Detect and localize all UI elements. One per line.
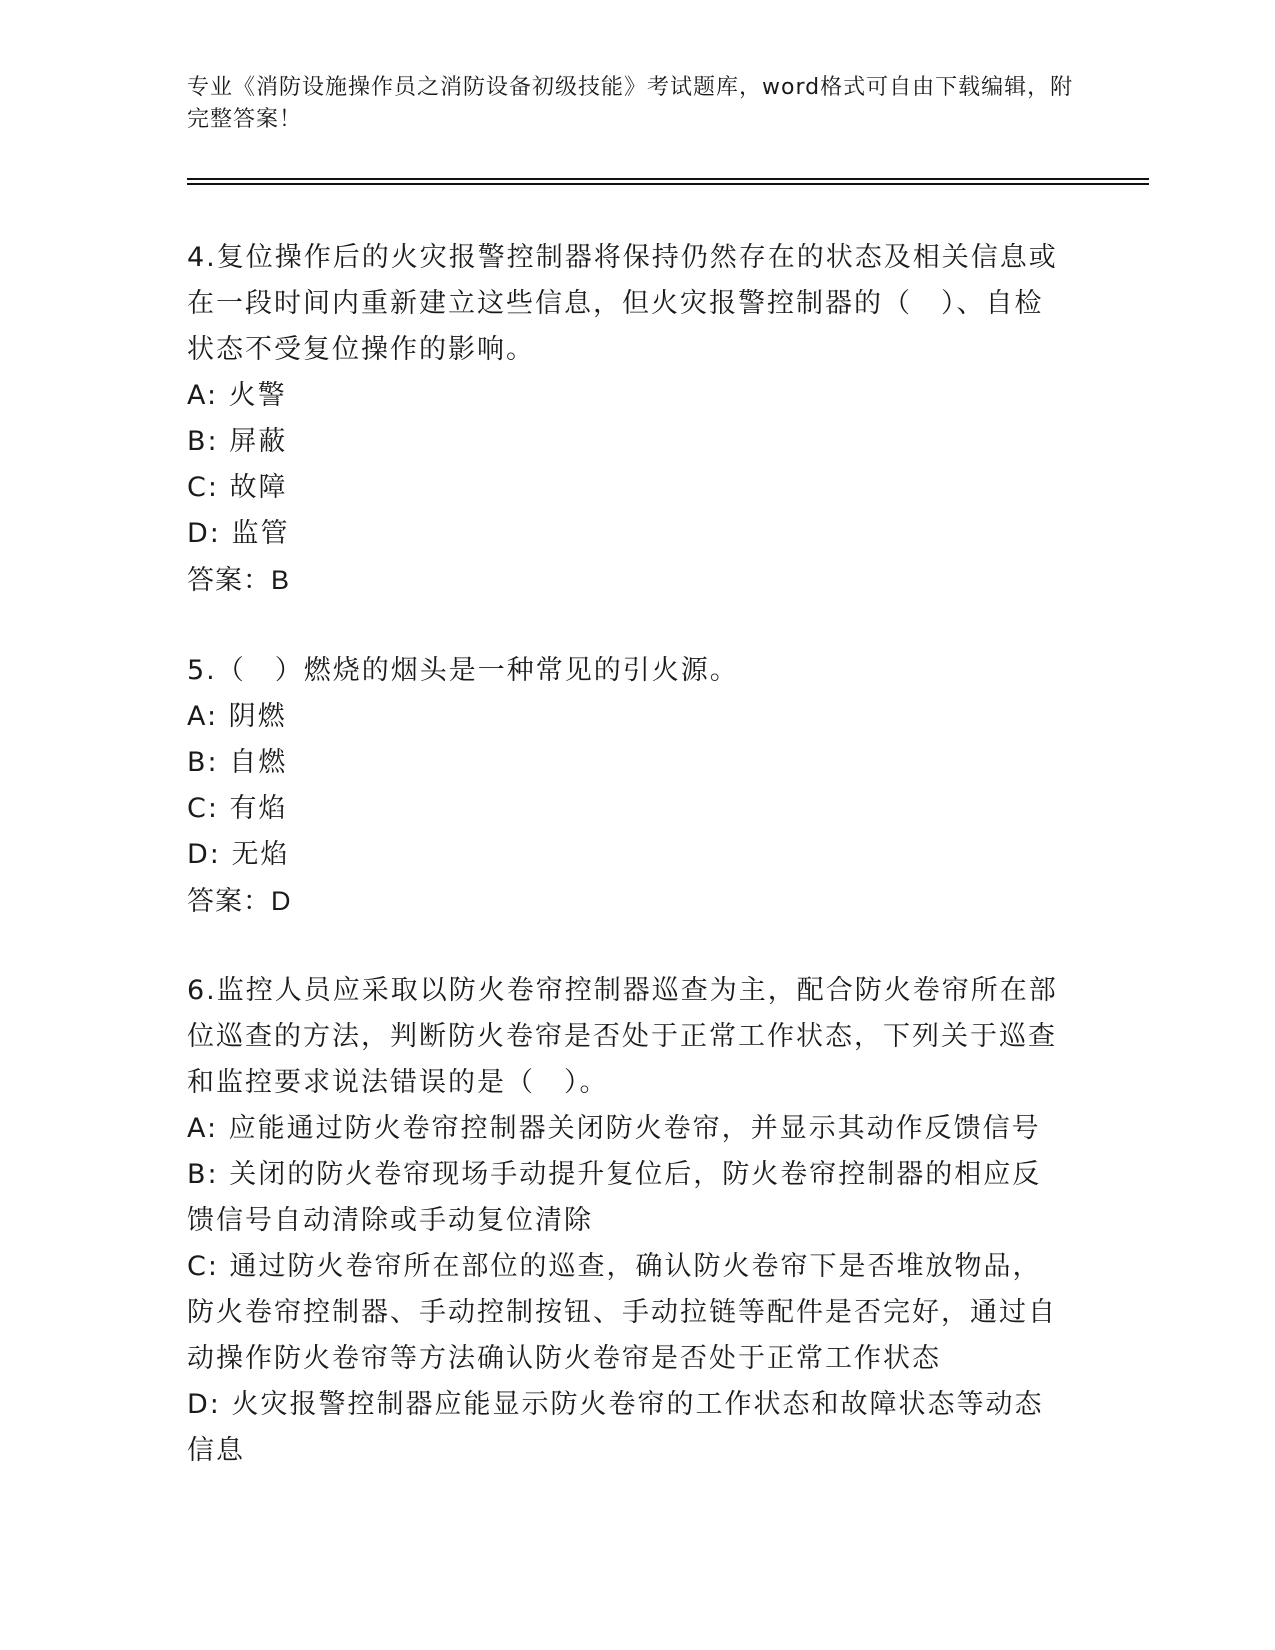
answer-line: 答案：D: [187, 886, 292, 916]
option-a: A: 火警: [187, 380, 287, 411]
option-b: B: 自燃: [187, 747, 288, 778]
document-header: 专业《消防设施操作员之消防设备初级技能》考试题库，word格式可自由下载编辑，附完整答案！: [187, 75, 1074, 132]
question-item: [187, 968, 1067, 1474]
question-item: [187, 235, 1067, 603]
option-d: D: 火灾报警控制器应能显示防火卷帘的工作状态和故障状态等动态信息: [187, 1389, 1044, 1466]
header-divider-bottom: [187, 183, 1149, 185]
option-c: C: 有焰: [187, 793, 288, 824]
option-a: A: 应能通过防火卷帘控制器关闭防火卷帘，并显示其动作反馈信号: [187, 1113, 1041, 1144]
question-stem: 4.复位操作后的火灾报警控制器将保持仍然存在的状态及相关信息或在一段时间内重新建立这些信息，但火灾报警控制器的（ ）、自检状态不受复位操作的影响。: [187, 242, 1058, 365]
option-d: D: 无焰: [187, 839, 290, 870]
header-divider-top: [187, 178, 1149, 180]
option-c: C: 故障: [187, 472, 288, 503]
option-b: B: 屏蔽: [187, 426, 288, 457]
question-stem: 6.监控人员应采取以防火卷帘控制器巡查为主，配合防火卷帘所在部位巡查的方法，判断防火卷帘是否处于正常工作状态，下列关于巡查和监控要求说法错误的是（ ）。: [187, 975, 1058, 1098]
option-b: B: 关闭的防火卷帘现场手动提升复位后，防火卷帘控制器的相应反馈信号自动清除或手动复位清除: [187, 1159, 1042, 1236]
option-c: C: 通过防火卷帘所在部位的巡查，确认防火卷帘下是否堆放物品，防火卷帘控制器、手动控制按钮、手动拉链等配件是否完好，通过自动操作防火卷帘等方法确认防火卷帘是否处于正常工作状态: [187, 1251, 1057, 1374]
question-item: [187, 648, 1067, 924]
answer-line: 答案：B: [187, 565, 291, 595]
option-a: A: 阴燃: [187, 701, 287, 732]
question-stem: 5.（ ）燃烧的烟头是一种常见的引火源。: [187, 655, 739, 686]
option-d: D: 监管: [187, 518, 290, 549]
